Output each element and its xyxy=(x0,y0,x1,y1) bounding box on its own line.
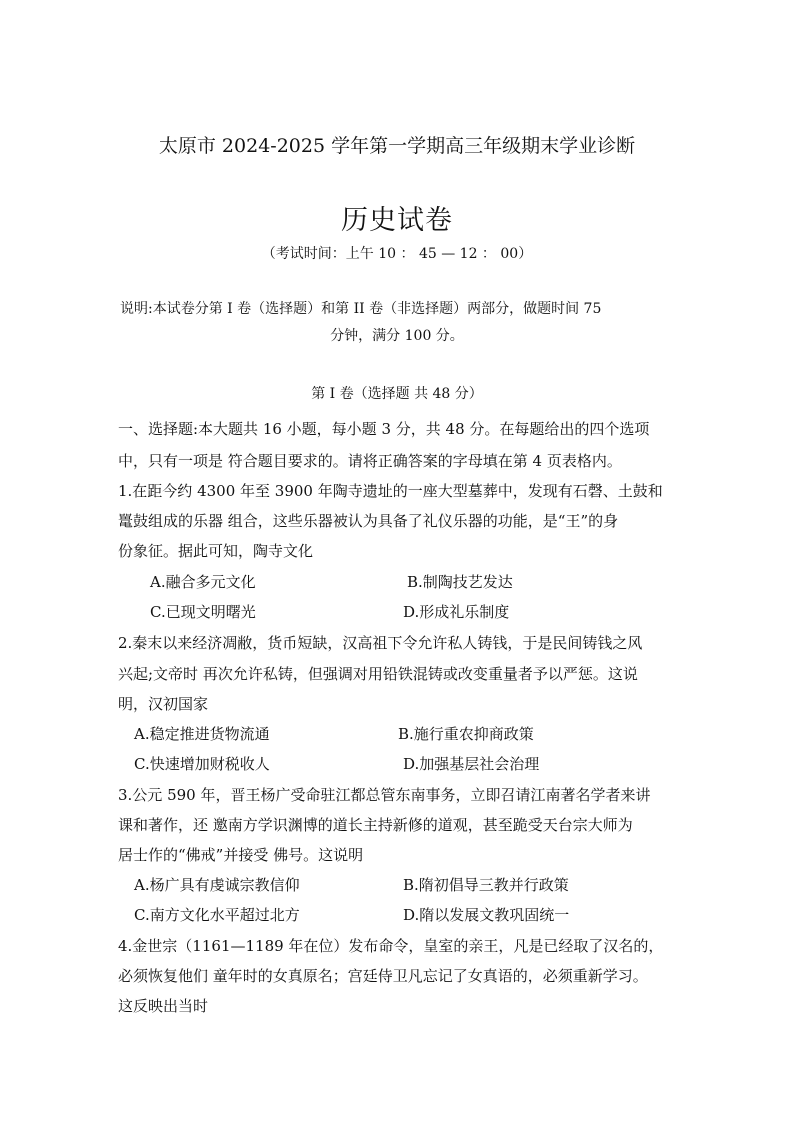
question-2-option-d[interactable]: D.加强基层社会治理 xyxy=(403,755,540,773)
volume-title: 第 I 卷（选择题 共 48 分） xyxy=(311,386,483,402)
question-2-option-a[interactable]: A.稳定推进货物流通 xyxy=(134,725,270,743)
question-2-line-3: 明，汉初国家 xyxy=(118,695,209,713)
instructions-line-1: 说明:本试卷分第 I 卷（选择题）和第 II 卷（非选择题）两部分，做题时间 75 xyxy=(120,301,602,317)
question-1-option-b[interactable]: B.制陶技艺发达 xyxy=(407,573,513,591)
exam-time: （考试时间：上午 10 ： 45 — 12 ： 00） xyxy=(261,246,533,262)
question-1-option-c[interactable]: C.已现文明曙光 xyxy=(150,603,256,621)
section-intro-line-1: 一、选择题:本大题共 16 小题，每小题 3 分，共 48 分。在每题给出的四个选项 xyxy=(118,420,650,438)
question-3-line-2: 课和著作，还 邀南方学识渊博的道长主持新修的道观，甚至跪受天台宗大师为 xyxy=(118,816,633,834)
question-2-line-1: 2.秦末以来经济凋敝，货币短缺，汉高祖下令允许私人铸钱，于是民间铸钱之风 xyxy=(118,634,643,652)
question-3-line-1: 3.公元 590 年，晋王杨广受命驻江都总管东南事务，立即召请江南著名学者来讲 xyxy=(118,786,651,804)
question-2-option-b[interactable]: B.施行重农抑商政策 xyxy=(398,725,534,743)
question-2-option-c[interactable]: C.快速增加财税收人 xyxy=(134,755,270,773)
question-3-option-d[interactable]: D.隋以发展文教巩固统一 xyxy=(403,906,570,924)
question-3-line-3: 居士作的“佛戒”并接受 佛号。这说明 xyxy=(118,846,364,864)
question-1-option-d[interactable]: D.形成礼乐制度 xyxy=(403,603,510,621)
question-4-line-2: 必须恢复他们 童年时的女真原名；宫廷侍卫凡忘记了女真语的，必须重新学习。 xyxy=(118,967,648,985)
question-4-line-1: 4.金世宗（1161—1189 年在位）发布命令，皇室的亲王，凡是已经取了汉名的， xyxy=(118,937,664,955)
question-1-line-1: 1.在距今约 4300 年至 3900 年陶寺遗址的一座大型墓葬中，发现有石磬、土鼓和 xyxy=(118,482,663,500)
question-1-option-a[interactable]: A.融合多元文化 xyxy=(150,573,256,591)
instructions-line-2: 分钟，满分 100 分。 xyxy=(330,328,464,344)
question-1-line-3: 份象征。据此可知，陶寺文化 xyxy=(118,542,314,560)
question-3-option-b[interactable]: B.隋初倡导三教并行政策 xyxy=(403,876,569,894)
question-1-line-2: 鼍鼓组成的乐器 组合，这些乐器被认为具备了礼仪乐器的功能，是“王”的身 xyxy=(118,512,619,530)
question-3-option-a[interactable]: A.杨广具有虔诚宗教信仰 xyxy=(134,876,300,894)
exam-title: 历史试卷 xyxy=(341,205,453,236)
question-3-option-c[interactable]: C.南方文化水平超过北方 xyxy=(134,906,300,924)
question-2-line-2: 兴起;文帝时 再次允许私铸，但强调对用铅铁混铸或改变重量者予以严惩。这说 xyxy=(118,665,638,683)
exam-header-line: 太原市 2024-2025 学年第一学期高三年级期末学业诊断 xyxy=(158,135,636,157)
question-4-line-3: 这反映出当时 xyxy=(118,997,209,1015)
section-intro-line-2: 中，只有一项是 符合题目要求的。请将正确答案的字母填在第 4 页表格内。 xyxy=(118,452,622,470)
